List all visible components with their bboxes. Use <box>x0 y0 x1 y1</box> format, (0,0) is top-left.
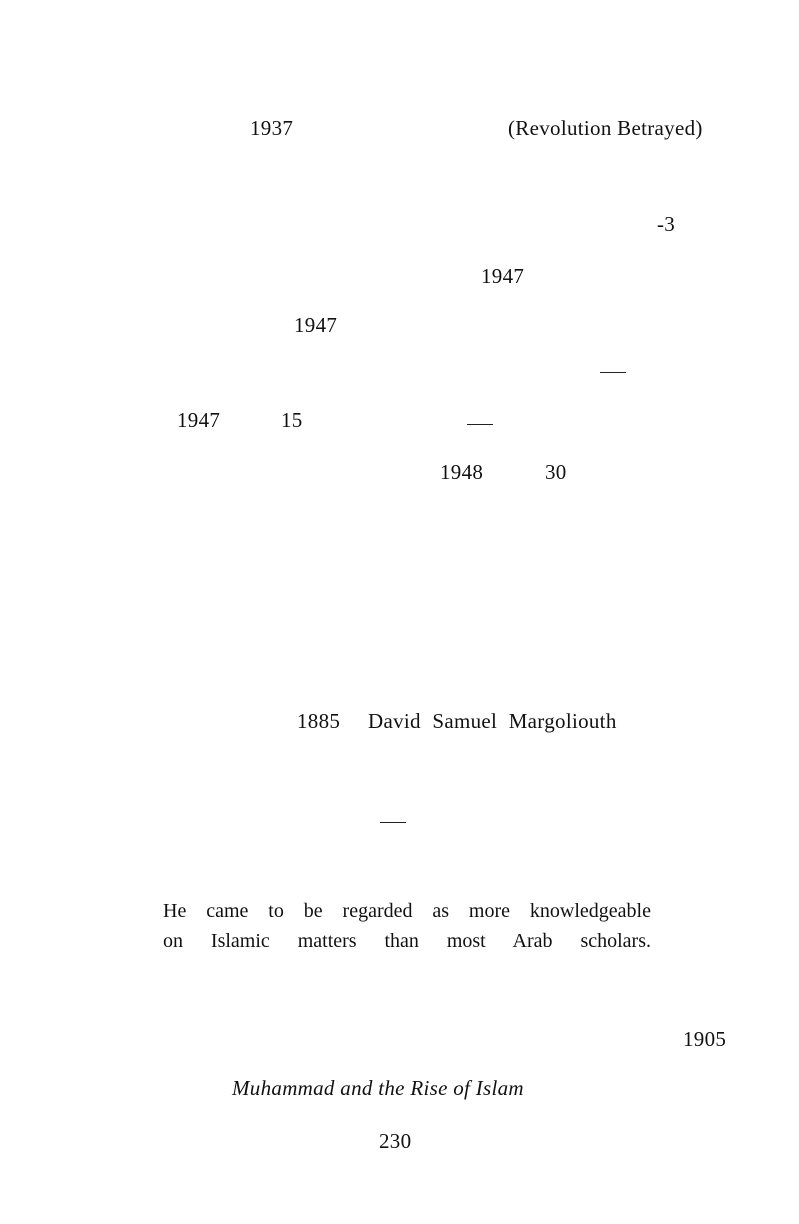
book-title: Muhammad and the Rise of Islam <box>232 1076 524 1100</box>
year-1947-c: 1947 <box>177 408 221 432</box>
year-1885: 1885 <box>297 709 341 733</box>
year-1905: 1905 <box>683 1027 727 1051</box>
em-dash-3 <box>380 822 406 823</box>
year-1947-a: 1947 <box>481 264 525 288</box>
quote-line-2: on Islamic matters than most Arab scholars. <box>163 930 651 952</box>
footnote-marker: -3 <box>657 212 676 236</box>
year-1947-b: 1947 <box>294 313 338 337</box>
year-1937: 1937 <box>250 116 294 140</box>
page-number: 230 <box>379 1129 412 1153</box>
em-dash-2 <box>467 424 493 425</box>
number-30: 30 <box>545 460 567 484</box>
year-1948: 1948 <box>440 460 484 484</box>
revolution-betrayed-title: (Revolution Betrayed) <box>508 116 703 140</box>
number-15: 15 <box>281 408 303 432</box>
quote-line-1: He came to be regarded as more knowledgeable <box>163 900 651 922</box>
em-dash-1 <box>600 372 626 373</box>
margoliouth-name: David Samuel Margoliouth <box>368 709 617 733</box>
